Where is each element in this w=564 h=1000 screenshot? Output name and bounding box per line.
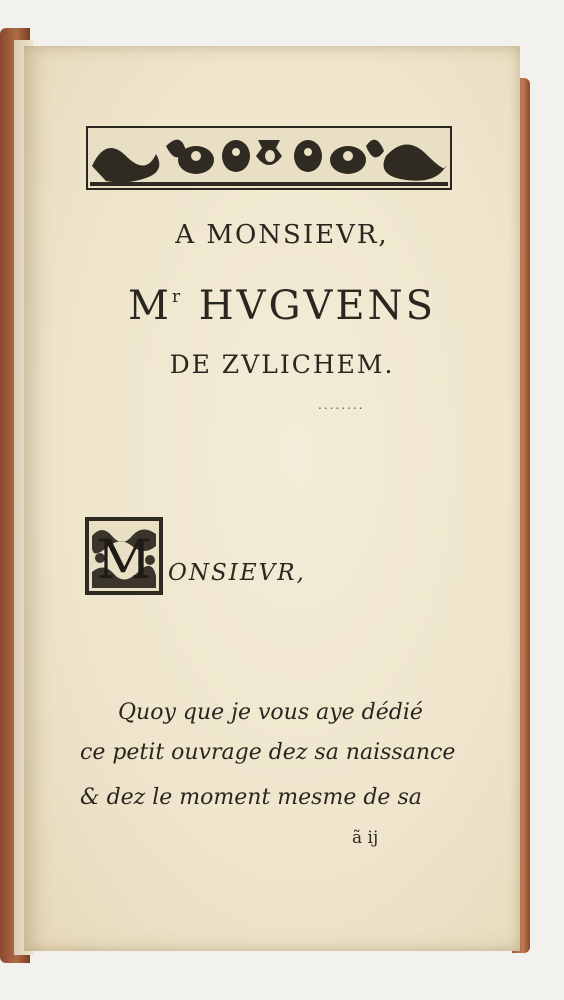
initial-letter: M <box>96 528 152 591</box>
body-line-2: ce petit ouvrage dez sa naissance <box>80 740 456 765</box>
dedicatee-name <box>0 283 564 329</box>
body-line-3: & dez le moment mesme de sa <box>80 785 422 810</box>
ink-dots: ........ <box>318 398 365 412</box>
dedicatee-prefix: M <box>127 283 172 329</box>
dedication-heading: A MONSIEVR, <box>175 220 389 250</box>
dedicatee-surname: HVGVENS <box>183 283 437 329</box>
decorated-initial <box>84 516 164 596</box>
dedicatee-place: DE ZVLICHEM. <box>169 350 395 379</box>
decorative-headpiece <box>86 126 452 190</box>
signature-mark: ã ij <box>352 828 379 848</box>
dedicatee-superscript: r <box>171 287 184 307</box>
salutation-text: ONSIEVR, <box>168 560 306 586</box>
body-line-1: Quoy que je vous aye dédié <box>118 700 423 725</box>
